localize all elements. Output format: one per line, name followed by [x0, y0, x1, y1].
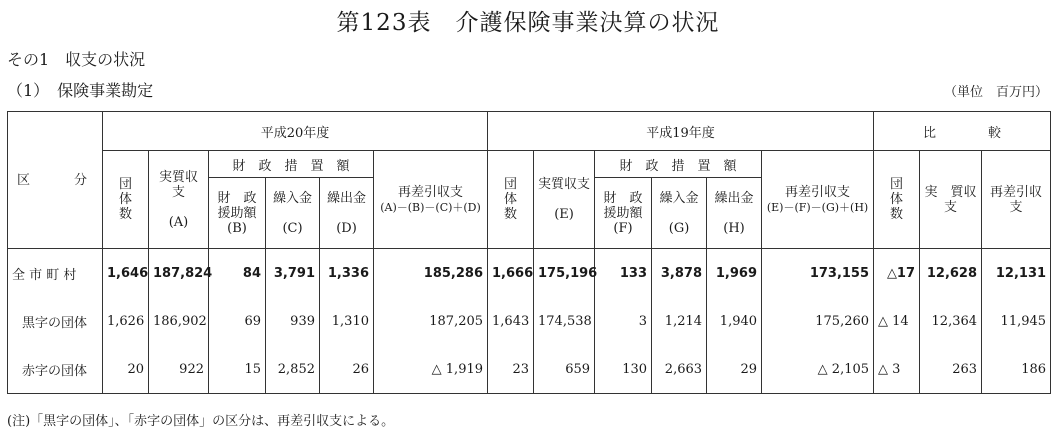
real-label-b: 実質収支: [538, 177, 591, 192]
cell: 939: [266, 297, 320, 345]
fiscal-header-a: 財 政 措 置 額: [209, 151, 374, 178]
cell: 1,214: [652, 297, 707, 345]
year-header-h19: 平成19年度: [488, 112, 874, 151]
cell: 175,260: [762, 297, 874, 345]
cell: 2,852: [266, 345, 320, 394]
cmp-groups-header: 団体数: [874, 151, 920, 249]
aid-label-b: 財 政援助額: [603, 190, 643, 221]
cell: 23: [488, 345, 534, 394]
cell: 1,646: [103, 249, 149, 298]
formula-b: (E)－(F)－(G)＋(H): [766, 200, 869, 214]
row-label: 黒字の団体: [8, 297, 103, 345]
section-heading: その1 収支の状況: [7, 50, 146, 69]
transfer-out-label-b: 繰出金: [714, 190, 754, 206]
row-label: 全 市 町 村: [8, 249, 103, 298]
cell: 175,196: [534, 249, 595, 298]
rebalance-label-a: 再差引収支: [398, 184, 464, 200]
row-label: 赤字の団体: [8, 345, 103, 394]
subsection-heading: （1） 保険事業勘定: [7, 81, 154, 100]
aid-header-a: [209, 178, 266, 249]
cell: 11,945: [982, 297, 1051, 345]
fiscal-header-b: 財 政 措 置 額: [595, 151, 762, 178]
cell: 186: [982, 345, 1051, 394]
code-c: (C): [282, 220, 303, 236]
cell: 173,155: [762, 249, 874, 298]
cell: 26: [320, 345, 374, 394]
cell: 659: [534, 345, 595, 394]
rebalance-label-b: 再差引収支: [785, 184, 851, 200]
cell: 922: [149, 345, 209, 394]
cell: △17: [874, 249, 920, 298]
cell: 12,131: [982, 249, 1051, 298]
table-row: [8, 297, 1051, 345]
cell: 3: [595, 297, 652, 345]
code-e: (E): [554, 207, 574, 222]
rebalance-header-a: [374, 151, 488, 249]
cell: 69: [209, 297, 266, 345]
real-header-b: [534, 151, 595, 249]
transfer-in-label-b: 繰入金: [659, 190, 699, 206]
cell: 1,626: [103, 297, 149, 345]
transfer-in-label-a: 繰入金: [272, 190, 312, 206]
cell: 1,310: [320, 297, 374, 345]
year-header-h20: 平成20年度: [103, 112, 488, 151]
aid-label-a: 財 政援助額: [217, 190, 257, 221]
cell: 3,791: [266, 249, 320, 298]
cell: 1,940: [707, 297, 762, 345]
code-h: (H): [723, 220, 745, 236]
cell: 130: [595, 345, 652, 394]
settlement-table: [7, 111, 1056, 394]
cell: 12,628: [920, 249, 982, 298]
cell: 186,902: [149, 297, 209, 345]
cmp-real-header: 実 質収 支: [920, 151, 982, 249]
cell: △ 3: [874, 345, 920, 394]
rebalance-header-b: [762, 151, 874, 249]
cell: 1,666: [488, 249, 534, 298]
cell: 29: [707, 345, 762, 394]
cell: 1,336: [320, 249, 374, 298]
category-header: 区 分: [8, 112, 103, 249]
cell: 20: [103, 345, 149, 394]
transfer-out-header-a: [320, 178, 374, 249]
groups-header-a: 団体数: [103, 151, 149, 249]
code-f: (F): [613, 220, 633, 236]
transfer-in-header-a: [266, 178, 320, 249]
cell: △ 2,105: [762, 345, 874, 394]
cell: 174,538: [534, 297, 595, 345]
cell: 3,878: [652, 249, 707, 298]
transfer-out-label-a: 繰出金: [326, 190, 366, 206]
cell: 1,969: [707, 249, 762, 298]
formula-a: (A)－(B)－(C)＋(D): [380, 200, 481, 214]
transfer-out-header-b: [707, 178, 762, 249]
cell: 185,286: [374, 249, 488, 298]
code-d: (D): [336, 220, 357, 236]
transfer-in-header-b: [652, 178, 707, 249]
cell: 133: [595, 249, 652, 298]
cell: 263: [920, 345, 982, 394]
code-g: (G): [668, 220, 690, 236]
cell: 84: [209, 249, 266, 298]
real-label-a: 実質収支: [158, 169, 198, 200]
footnote: (注)「黒字の団体」、「赤字の団体」の区分は、再差引収支による。: [7, 414, 395, 429]
table-row: [8, 249, 1051, 298]
table-row: [8, 345, 1051, 394]
cell: 15: [209, 345, 266, 394]
cell: 187,205: [374, 297, 488, 345]
code-a: (A): [168, 214, 189, 230]
cell: 187,824: [149, 249, 209, 298]
cell: △ 1,919: [374, 345, 488, 394]
cell: 1,643: [488, 297, 534, 345]
table-title: 第123表 介護保険事業決算の状況: [336, 10, 720, 36]
cell: △ 14: [874, 297, 920, 345]
groups-header-b: 団体数: [488, 151, 534, 249]
compare-header: 比 較: [874, 112, 1051, 151]
real-header-a: [149, 151, 209, 249]
cell: 12,364: [920, 297, 982, 345]
cmp-rebalance-header: 再差引収 支: [982, 151, 1051, 249]
aid-header-b: [595, 178, 652, 249]
cell: 2,663: [652, 345, 707, 394]
unit-label: （単位 百万円）: [943, 85, 1048, 100]
code-b: (B): [227, 220, 247, 236]
